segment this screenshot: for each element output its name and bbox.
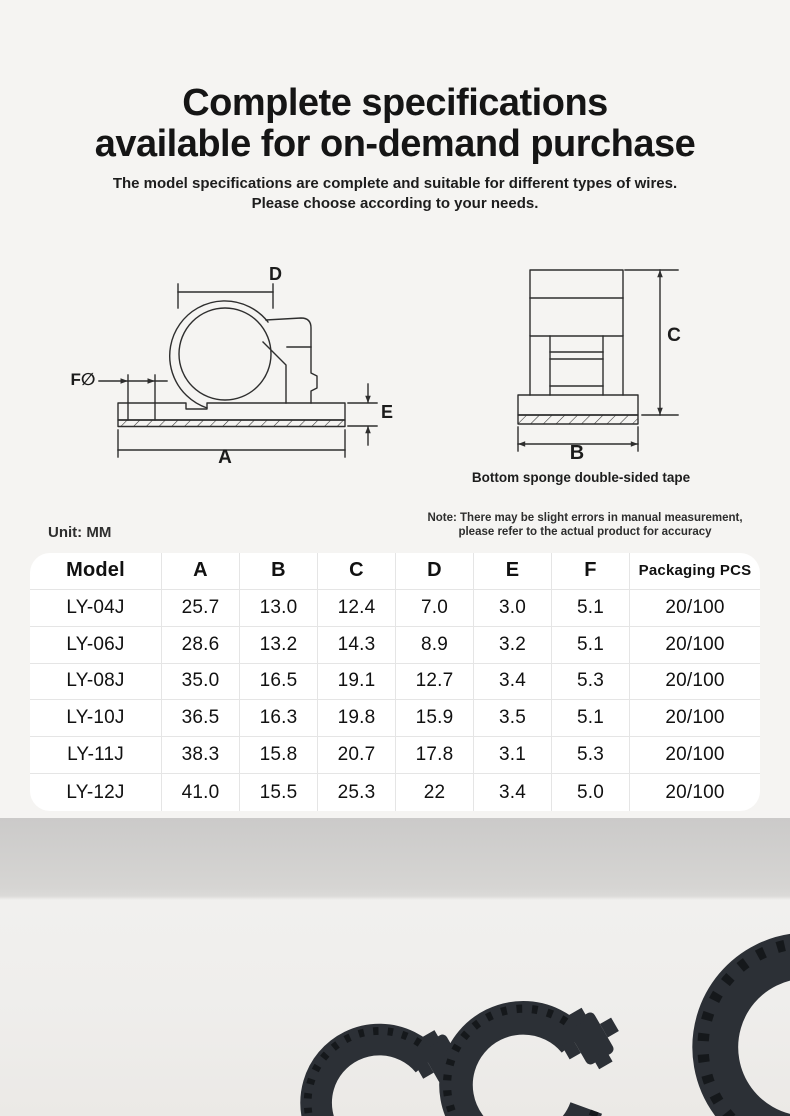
- unit-label: Unit: MM: [48, 524, 112, 541]
- table-row: LY-11J 38.3 15.8 20.7 17.8 3.1 5.3 20/100: [30, 737, 760, 774]
- dim-label-d: D: [269, 264, 282, 284]
- front-view-diagram: [470, 255, 710, 470]
- dim-label-a: A: [218, 447, 232, 468]
- product-photo: [0, 818, 790, 1116]
- cable-clip-size-2: [420, 997, 691, 1116]
- subtitle-line-2: Please choose according to your needs.: [251, 195, 539, 212]
- title-line-2: available for on-demand purchase: [94, 123, 696, 166]
- dim-label-c: C: [667, 325, 681, 346]
- diagram-caption: Bottom sponge double-sided tape: [471, 470, 691, 485]
- cell-model: LY-11J: [30, 737, 162, 773]
- col-header-c: C: [318, 553, 396, 589]
- col-header-b: B: [240, 553, 318, 589]
- title-line-1: Complete specifications: [182, 82, 608, 125]
- spec-table: [30, 553, 760, 811]
- subtitle-line-1: The model specifications are complete and suitable for different types of wires.: [112, 175, 678, 192]
- measurement-note: [425, 511, 745, 539]
- table-row: LY-06J 28.6 13.2 14.3 8.9 3.2 5.1 20/100: [30, 627, 760, 664]
- dim-label-e: E: [380, 402, 393, 422]
- table-row: LY-08J 35.0 16.5 19.1 12.7 3.4 5.3 20/100: [30, 664, 760, 701]
- table-row: LY-04J 25.7 13.0 12.4 7.0 3.0 5.1 20/100: [30, 590, 760, 627]
- cable-clip-size-3: [666, 928, 790, 1116]
- technical-diagrams: [0, 0, 790, 510]
- cell-model: LY-10J: [30, 700, 162, 736]
- col-header-model: Model: [30, 553, 162, 589]
- cable-clips-photo: [0, 818, 790, 1116]
- table-row: LY-12J 41.0 15.5 25.3 22 3.4 5.0 20/100: [30, 774, 760, 811]
- cell-model: LY-06J: [30, 627, 162, 663]
- side-view-diagram: [55, 250, 415, 475]
- cell-model: LY-08J: [30, 664, 162, 700]
- dim-label-f: F∅: [70, 370, 96, 389]
- dim-label-b: B: [569, 442, 585, 464]
- col-header-e: E: [474, 553, 552, 589]
- note-line-1: Note: There may be slight errors in manual measurement,: [427, 512, 743, 524]
- col-header-packaging: Packaging PCS: [638, 562, 752, 580]
- note-line-2: please refer to the actual product for accuracy: [458, 526, 712, 538]
- cell-model: LY-04J: [30, 590, 162, 626]
- col-header-a: A: [162, 553, 240, 589]
- cell-model: LY-12J: [30, 774, 162, 811]
- table-row: LY-10J 36.5 16.3 19.8 15.9 3.5 5.1 20/100: [30, 700, 760, 737]
- col-header-d: D: [396, 553, 474, 589]
- col-header-f: F: [552, 553, 630, 589]
- table-header-row: [30, 553, 760, 590]
